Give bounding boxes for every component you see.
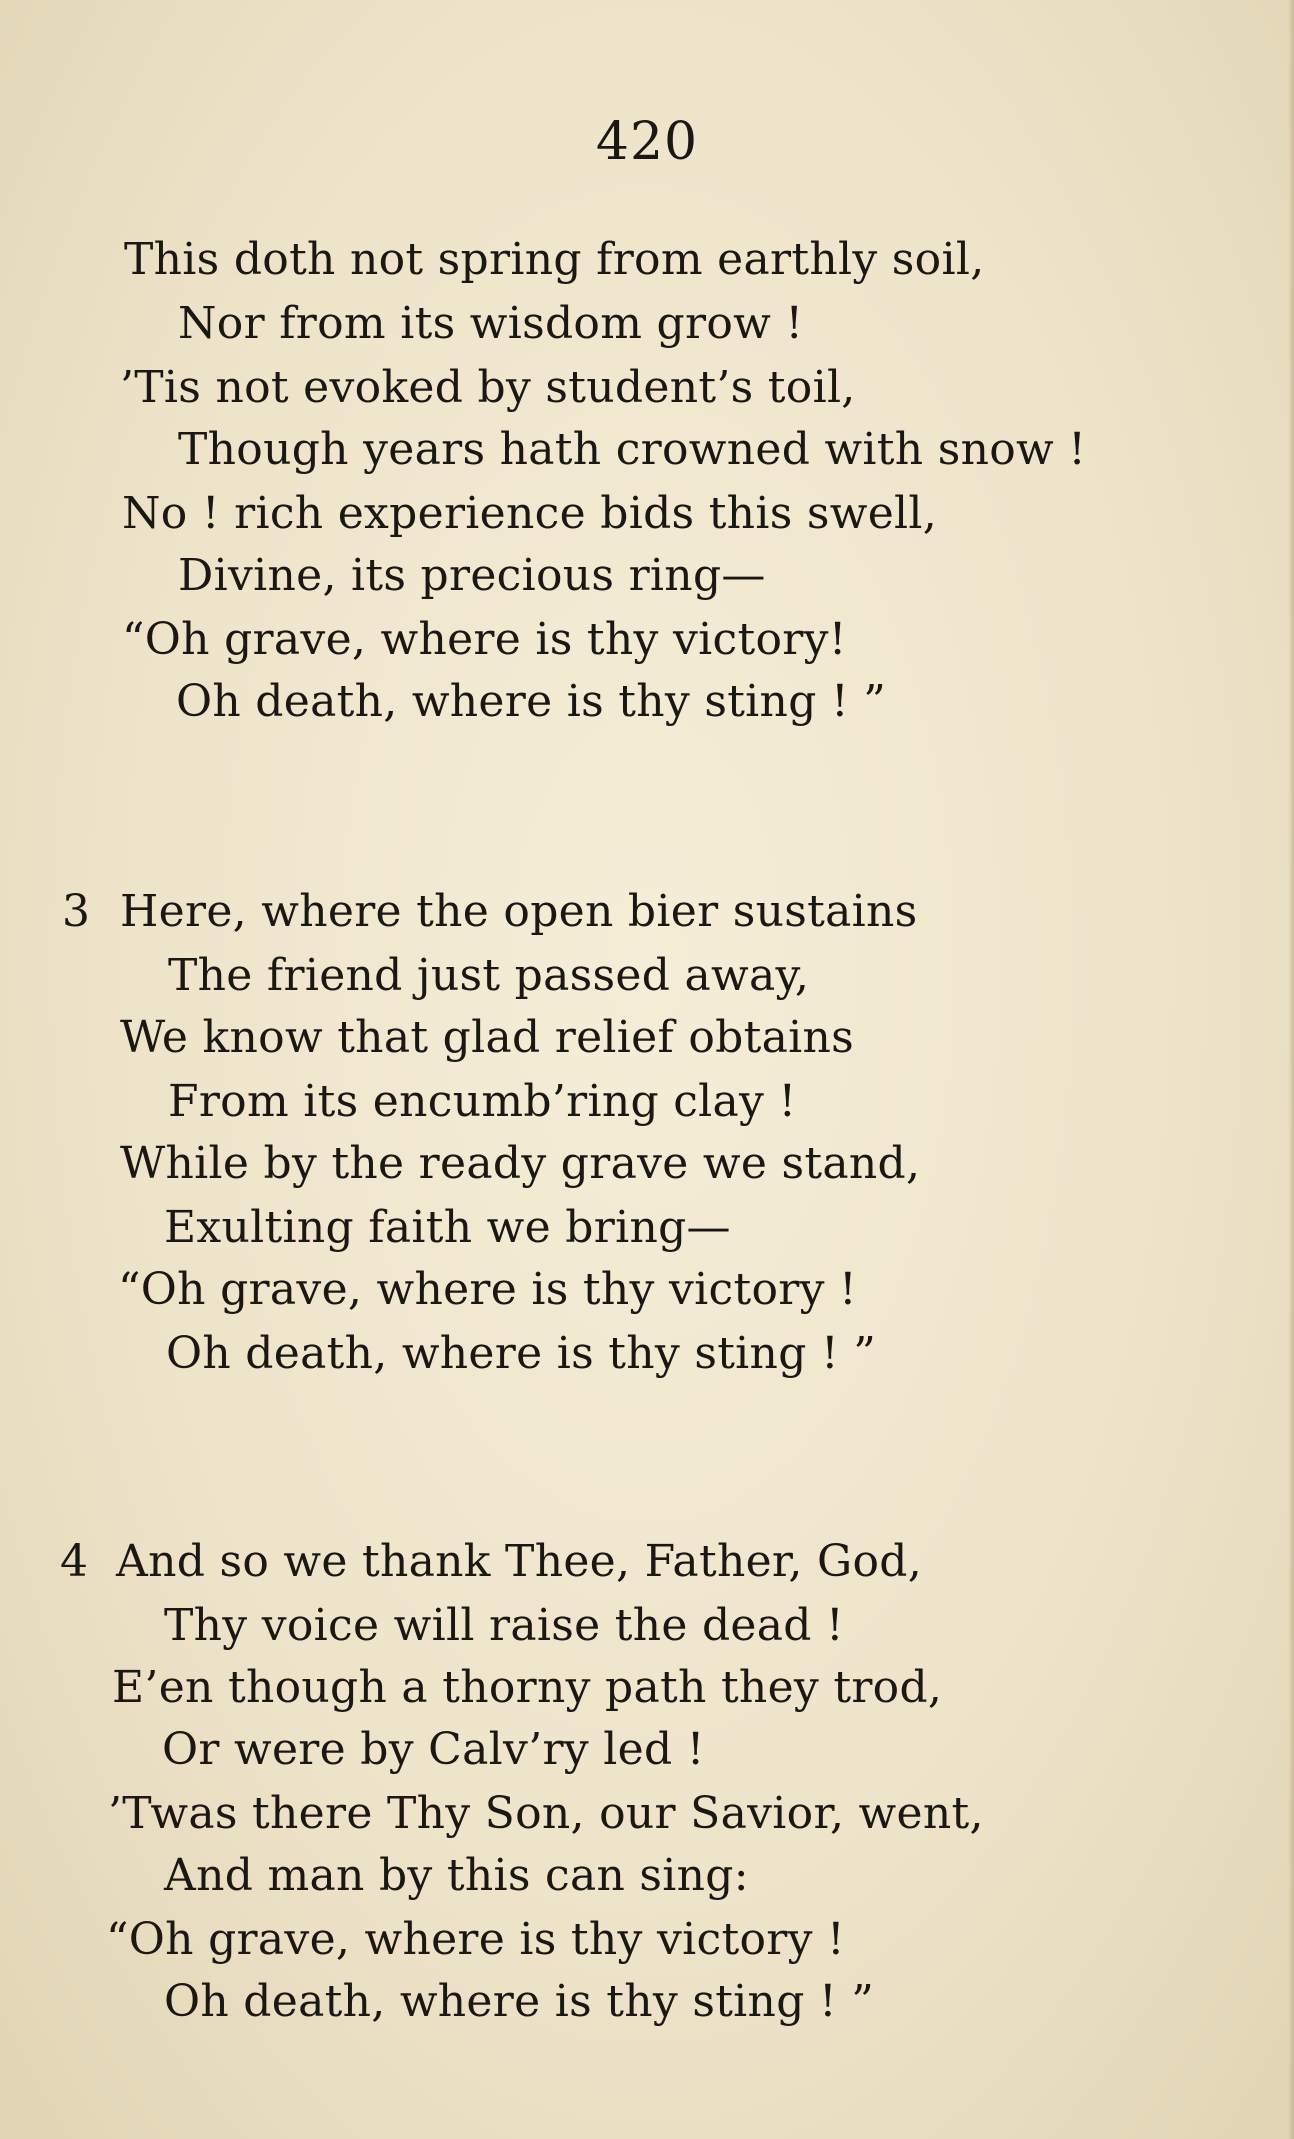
stanza-4-line-3: E’en though a thorny path they trod, xyxy=(112,1662,943,1713)
stanza-3-line-7: “Oh grave, where is thy victory ! xyxy=(118,1264,857,1315)
stanza-4-line-2: Thy voice will raise the dead ! xyxy=(164,1600,845,1651)
stanza-3-line-2: The friend just passed away, xyxy=(168,950,810,1001)
page-edge xyxy=(1288,0,1294,2139)
stanza-3-line-8: Oh death, where is thy sting ! ” xyxy=(166,1328,877,1379)
stanza-1-line-1: This doth not spring from earthly soil, xyxy=(124,234,985,285)
stanza-4-number: 4 xyxy=(60,1536,88,1587)
stanza-4-line-1: And so we thank Thee, Father, God, xyxy=(116,1536,922,1587)
stanza-1-line-4: Though years hath crowned with snow ! xyxy=(178,424,1087,475)
stanza-1-line-3: ’Tis not evoked by student’s toil, xyxy=(120,362,856,413)
stanza-3-line-6: Exulting faith we bring— xyxy=(164,1202,731,1253)
stanza-4-line-6: And man by this can sing: xyxy=(164,1850,749,1901)
stanza-4-line-7: “Oh grave, where is thy victory ! xyxy=(106,1914,845,1965)
stanza-4-line-5: ’Twas there Thy Son, our Savior, went, xyxy=(108,1788,984,1839)
stanza-3-line-4: From its encumb’ring clay ! xyxy=(168,1076,797,1127)
stanza-3-line-3: We know that glad relief obtains xyxy=(120,1012,855,1063)
stanza-1-line-6: Divine, its precious ring— xyxy=(178,550,766,601)
stanza-1-line-7: “Oh grave, where is thy victory! xyxy=(122,614,847,665)
stanza-3-number: 3 xyxy=(62,886,90,937)
page-number: 420 xyxy=(595,112,699,172)
stanza-3-line-5: While by the ready grave we stand, xyxy=(120,1138,921,1189)
stanza-4-line-8: Oh death, where is thy sting ! ” xyxy=(164,1976,875,2027)
stanza-1-line-8: Oh death, where is thy sting ! ” xyxy=(176,676,887,727)
stanza-4-line-4: Or were by Calv’ry led ! xyxy=(162,1724,705,1775)
stanza-1-line-2: Nor from its wisdom grow ! xyxy=(178,298,804,349)
stanza-1-line-5: No ! rich experience bids this swell, xyxy=(122,488,938,539)
stanza-3-line-1: Here, where the open bier sustains xyxy=(120,886,918,937)
